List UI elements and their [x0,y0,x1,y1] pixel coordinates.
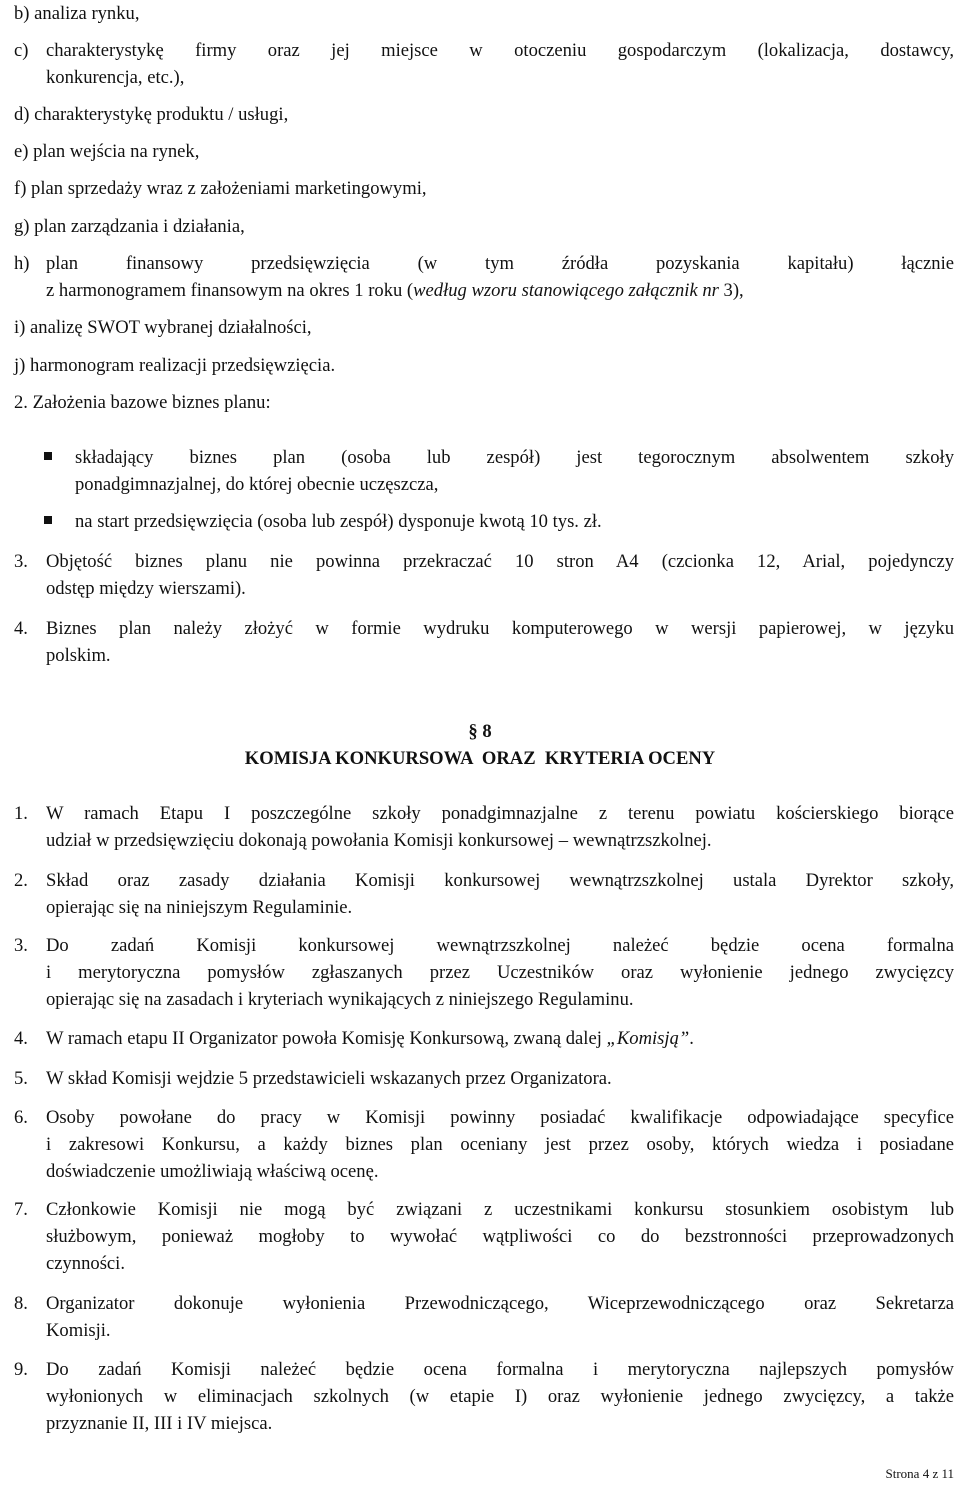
commission-item-8-line2: Komisji. [46,1320,111,1341]
list-item-b: b) analiza rynku, [14,3,140,24]
list-item-f: f) plan sprzedaży wraz z założeniami marketingowymi, [14,178,427,199]
document-page: b) analiza rynku, c) charakterystykę firmy oraz jej miejsce w otoczeniu gospodarczym (lokalizacja, dostawcy, konkurencja, etc.), d) charakterystykę produktu / usługi, e) plan wejścia na rynek, f) plan sprzedaży wraz z założeniami marketingowymi, g) plan zarządzania i działania, h) plan finansowy przedsięwzięcia (w tym źródła pozyskania kapitału) łącznie z harmonogramem finansowym na okres 1 roku (według wzoru stanowiącego załącznik nr 3), i) analizę SWOT wybranej działalności, j) harmonogram realizacji przedsięwzięcia. 2. Założenia bazowe biznes planu: składający biznes plan (osoba lub zespół) jest tegorocznym absolwentem szkoły ponadgimnazjalnej, do której obecnie uczęszcza, na start przedsięwzięcia (osoba lub zespół) dysponuje kwotą 10 tys. zł. 3. Objętość biznes planu nie powinna przekraczać 10 stron A4 (czcionka 12, Arial, pojedynczy odstęp między wierszami). 4. Biznes plan należy złożyć w formie wydruku komputerowego w wersji papierowej, w języku polskim. § 8 KOMISJA KONKURSOWA ORAZ KRYTERIA OCENY 1. W ramach Etapu I poszczególne szkoły ponadgimnazjalne z terenu powiatu kościerskiego biorące udział w przedsięwzięciu dokonają powołania Komisji konkursowej – wewnątrzszkolnej. 2. Skład oraz zasady działania Komisji konkursowej wewnątrzszkolnej ustala Dyrektor szkoły, opierając się na niniejszym Regulaminie. 3. Do zadań Komisji konkursowej wewnątrzszkolnej należeć będzie ocena formalna i merytoryczna pomysłów zgłaszanych przez Uczestników oraz wyłonienie jednego zwycięzcy opierając się na zasadach i kryteriach wynikających z niniejszego Regulaminu. 4. W ramach etapu II Organizator powoła Komisję Konkursową, zwaną dalej „Komisją”. 5. W skład Komisji wejdzie 5 przedstawicieli wskazanych przez Organizatora. 6. Osoby powołane do pracy w Komisji powinny posiadać kwalifikacje odpowiadające specyfice i zakresowi Konkursu, a każdy biznes plan oceniany jest przez osoby, których wiedza i posiadane doświadczenie umożliwiają właściwą ocenę. 7. Członkowie Komisji nie mogą być związani z uczestnikami konkursu stosunkiem osobistym lub służbowym, ponieważ mogłoby to wywołać wątpliwości co do bezstronności przeprowadzonych czynności. 8. Organizator dokonuje wyłonienia Przewodniczącego, Wiceprzewodniczącego oraz Sekretarza Komisji. 9. Do zadań Komisji należeć będzie ocena formalna i merytoryczna najlepszych pomysłów wyłonionych w eliminacjach szkolnych (w etapie I) oraz wyłonienie jednego zwycięzcy, a także przyznanie II, III i IV miejsca. Strona 4 z 11 [0,0,960,1487]
list-item-e: e) plan wejścia na rynek, [14,141,200,162]
commission-item-1-line2: udział w przedsięwzięciu dokonają powołania Komisji konkursowej – wewnątrzszkolnej. [46,830,712,851]
bullet-item-1-line1: składający biznes plan (osoba lub zespół) jest tegorocznym absolwentem szkoły [75,447,954,468]
commission-item-9-line2: wyłonionych w eliminacjach szkolnych (w etapie I) oraz wyłonienie jednego zwycięzcy, a także [46,1386,954,1407]
list-item-c-line2: konkurencja, etc.), [46,67,185,88]
page-footer: Strona 4 z 11 [885,1466,954,1481]
commission-item-5: 5. W skład Komisji wejdzie 5 przedstawicieli wskazanych przez Organizatora. [14,1068,612,1089]
list-item-h-line2: z harmonogramem finansowym na okres 1 roku (według wzoru stanowiącego załącznik nr 3), [46,280,744,301]
list-item-d: d) charakterystykę produktu / usługi, [14,104,289,125]
point-2-heading: 2. Założenia bazowe biznes planu: [14,392,271,413]
commission-item-4: 4. W ramach etapu II Organizator powoła Komisję Konkursową, zwaną dalej „Komisją”. [14,1028,694,1049]
list-item-g: g) plan zarządzania i działania, [14,216,245,237]
bullet-square-icon [44,516,52,524]
commission-item-7-line3: czynności. [46,1253,125,1274]
commission-item-7-line2: służbowym, ponieważ mogłoby to wywołać wątpliwości co do bezstronności przeprowadzonych [46,1226,954,1247]
commission-item-3-line2: i merytoryczna pomysłów zgłaszanych przez Uczestników oraz wyłonienie jednego zwycięzcy [46,962,954,983]
point-3-line2: odstęp między wierszami). [46,578,246,599]
commission-item-2-line2: opierając się na niniejszym Regulaminie. [46,897,353,918]
commission-item-3-line3: opierając się na zasadach i kryteriach wynikających z niniejszego Regulaminu. [46,989,634,1010]
point-4-line2: polskim. [46,645,111,666]
commission-item-9-line3: przyznanie II, III i IV miejsca. [46,1413,273,1434]
list-item-i: i) analizę SWOT wybranej działalności, [14,317,312,338]
bullet-square-icon [44,452,52,460]
bullet-item-1-line2: ponadgimnazjalnej, do której obecnie uczęszcza, [75,474,439,495]
list-item-j: j) harmonogram realizacji przedsięwzięcia. [14,355,336,376]
section-number: § 8 [468,721,492,742]
bullet-item-2: na start przedsięwzięcia (osoba lub zespół) dysponuje kwotą 10 tys. zł. [75,511,602,532]
commission-item-6-line2: i zakresowi Konkursu, a każdy biznes plan oceniany jest przez osoby, których wiedza i posiadane [46,1134,954,1155]
commission-item-6-line3: doświadczenie umożliwiają właściwą ocenę. [46,1161,379,1182]
section-title: KOMISJA KONKURSOWA ORAZ KRYTERIA OCENY [244,748,716,769]
